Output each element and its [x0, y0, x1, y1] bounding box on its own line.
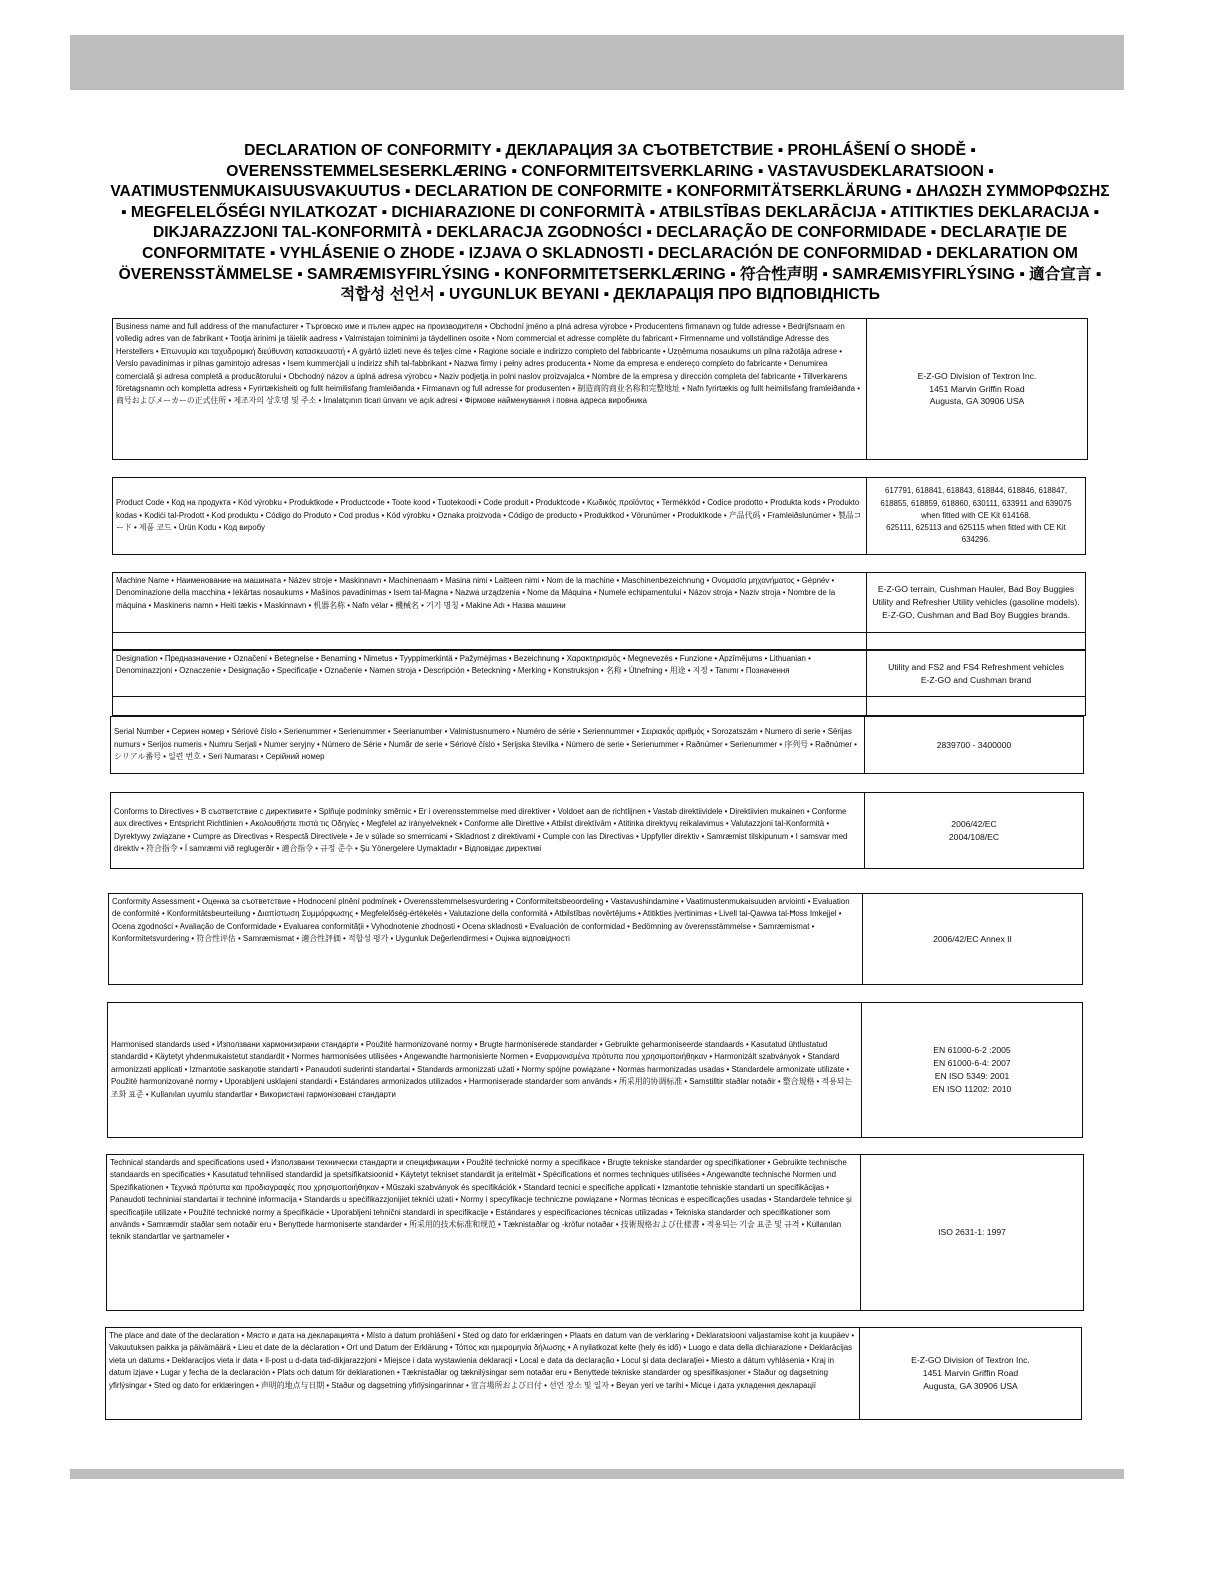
- row-label: Business name and full address of the manufacturer • Търговско име и пълен адрес на производителя • Obchodní jméno a plná adresa výrobce • Producentens firmanavn og fulde adresse • Bedrijfsnaam en volledig adres van de fabrikant • Tootja ärinimi ja täielik aadress • Valmistajan toiminimi ja täydellinen osoite • Nom commercial et adresse complète du fabricant • Firmenname und vollständige Adresse des Herstellers • Επωνυμία και ταχυδρομική διεύθυνση κατασκευαστή • A gyártó üzleti neve és teljes címe • Ragione sociale e indirizzo completo del fabbricante • Uzņēmuma nosaukums un pilna ražotāja adrese • Verslo pavadinimas ir pilnas gamintojo adresas • Isem kummerċjali u indirizz sħiħ tal-fabbrikant • Nazwa firmy i pełny adres producenta • Nome da empresa e endereço completo do fabricante • Denumirea comercială şi adresa completă a producătorului • Obchodný názov a úplná adresa výrobcu • Naziv podjetja in polni naslov proizvajalca • Nombre de la empresa y dirección completa del fabricante • Tillverkarens företagsnamn och kompletta adress • Fyrirtækisheiti og fullt heimilisfang framleiðanda • Firmanavn og full adresse for produsenten • 制造商的商业名称和完整地址 • Nafn fyrirtækis og fullt heimilisfang framleiðanda • 商号およびメーカーの正式住所 • 제조자의 상호명 및 주소 • İmalatçının ticari ünvanı ve açık adresi • Фірмове найменування і повна адреса виробника: [113, 319, 867, 459]
- table-row-place-date: [105, 1327, 1082, 1420]
- row-value: 2006/42/EC Annex II: [933, 933, 1012, 944]
- table-row-manufacturer: [112, 318, 1088, 460]
- row-label: The place and date of the declaration • Място и дата на декларацията • Místo a datum prohlášení • Sted og dato for erklæringen • Plaats en datum van de verklaring • Deklaratsiooni valjastamise koht ja kuupäev • Vakuutuksen paikka ja päivämäärä • Lieu et date de la déclaration • Ort und Datum der Erklärung • Τόπος και ημερομηνία δήλωσης • A nyilatkozat kelte (hely és idő) • Luogo e data della dichiarazione • Deklarācijas vieta un datums • Deklaracijos vieta ir data • Il-post u d-data tad-dikjarazzjoni • Miejsce i data wystawienia deklaracji • Local e data da declaração • Locul şi data declaraţiei • Miesto a dátum vyhlásenia • Kraj in datum izjave • Lugar y fecha de la declaración • Plats och datum för deklarationen • Tæknistaðlar og tæknilýsingar sem notaðar eru • Benyttede tekniske standarder og spesifikasjoner • Staður og dagsetning yfirlýsingar • Sted og dato for erklæringen • 声明的地点与日期 • Staður og dagsetning yfirlýsingarinnar • 宣言場所および日付 • 선언 장소 및 일자 • Beyan yeri ve tarihi • Місце і дата укладення декларації: [106, 1328, 860, 1419]
- row-value: E-Z-GO Division of Textron Inc. 1451 Marvin Griffin Road Augusta, GA 30906 USA: [911, 1355, 1030, 1391]
- table-row-product-code: [112, 477, 1086, 555]
- footer-bar: [70, 1469, 1124, 1479]
- table-spacer-row: [112, 697, 1086, 716]
- table-row-machine-name: [112, 572, 1086, 633]
- row-label: Product Code • Код на продукта • Kód výrobku • Produktkode • Productcode • Toote kood • Tuotekoodi • Code produit • Produktcode • Κωδικός προϊόντος • Termékkód • Codice prodotto • Produkta kods • Produkto kodas • Kodiċi tal-Prodott • Kod produktu • Código do Produto • Cod produs • Kód výrobku • Oznaka proizvoda • Código de producto • Produktkod • Vörunúmer • Produktkode • 产品代码 • Framleiðslunúmer • 製品コード • 제품 코드 • Ürün Kodu • Код виробу: [113, 478, 867, 554]
- row-value: E-Z-GO terrain, Cushman Hauler, Bad Boy Buggies Utility and Refresher Utility vehicles (gasoline models). E-Z-GO, Cushman and Bad Boy Buggies brands.: [872, 584, 1080, 620]
- row-label: Conforms to Directives • В съответствие с директивите • Splňuje podmínky směrnic • Er i overensstemmelse med direktiver • Voldoet aan de richtlijnen • Vastab direktiividele • Direktiivien mukainen • Conforme aux directives • Entspricht Richtlinien • Ακολουθήστε πιστά τις Οδηγίες • Megfelel az irányelveknek • Conforme alle Direttive • Atbilst direktīvām • Atitinka direktyvų reikalavimus • Valutazzjoni tal-Konformità • Dyrektywy związane • Cumpre as Directivas • Respectă Directivele • Je v súlade so smernicami • Skladnost z direktivami • Cumple con las Directivas • Uppfyller direktiv • Samræmist tilskipunum • I samsvar med direktiv • 符合指令 • Í samræmi við reglugerðir • 適合指令 • 규정 준수 • Şu Yönergelere Uymaktadır • Відповідає директиві: [111, 793, 865, 868]
- row-value: ISO 2631-1: 1997: [938, 1227, 1006, 1238]
- row-value: 2006/42/EC 2004/108/EC: [948, 818, 1000, 842]
- table-row-serial-number: [110, 716, 1084, 774]
- row-label: Conformity Assessment • Оценка за съответствие • Hodnocení plnění podmínek • Overensstemmelsesvurdering • Conformiteitsbeoordeling • Vastavushindamine • Vaatimustenmukaisuuden arviointi • Evaluation de conformité • Konformitätsbeurteilung • Διαπίστωση Συμμόρφωσης • Megfelelőség-értékelés • Valutazione della conformità • Atbilstības novērtējums • Atitikties įvertinimas • Livell tal-Qawwa tal-Ħoss Imkejjel • Ocena zgodności • Avaliação de Conformidade • Evaluarea conformităţii • Vyhodnotenie zhodnosti • Ocena skladnosti • Evaluación de conformidad • Bedömning av överensstämmelse • Samræmismat • Konformitetsvurdering • 符合性评估 • Samræmismat • 適合性評価 • 적합성 평가 • Uygunluk Değerlendirmesi • Оцінка відповідності: [109, 894, 863, 984]
- table-row-designation: [112, 650, 1086, 697]
- table-spacer-row: [112, 633, 1086, 650]
- page-title: DECLARATION OF CONFORMITY ▪ ДЕКЛАРАЦИЯ ЗА СЪОТВЕТСТВИЕ ▪ PROHLÁŠENÍ O SHODĚ ▪ OVERENSSTEMMELSESERKLÆRING ▪ CONFORMITEITSVERKLARING ▪ VASTAVUSDEKLARATSIOON ▪ VAATIMUSTENMUKAISUUSVAKUUTUS ▪ DECLARATION DE CONFORMITE ▪ KONFORMITÄTSERKLÄRUNG ▪ ΔΗΛΩΣΗ ΣΥΜΜΟΡΦΩΣΗΣ ▪ MEGFELELŐSÉGI NYILATKOZAT ▪ DICHIARAZIONE DI CONFORMITÀ ▪ ATBILSTĪBAS DEKLARĀCIJA ▪ ATITIKTIES DEKLARACIJA ▪ DIKJARAZZJONI TAL-KONFORMITÀ ▪ DEKLARACJA ZGODNOŚCI ▪ DECLARAÇÃO DE CONFORMIDADE ▪ DECLARAŢIE DE CONFORMITATE ▪ VYHLÁSENIE O ZHODE ▪ IZJAVA O SKLADNOSTI ▪ DECLARACIÓN DE CONFORMIDAD ▪ DEKLARATION OM ÖVERENSSTÄMMELSE ▪ SAMRÆMISYFIRLÝSING ▪ KONFORMITETSERKLÆRING ▪ 符合性声明 ▪ SAMRÆMISYFIRLÝSING ▪ 適合宣言 ▪ 적합성 선언서 ▪ UYGUNLUK BEYANI ▪ ДЕКЛАРАЦІЯ ПРО ВІДПОВІДНІСТЬ: [110, 142, 1110, 304]
- row-label: Harmonised standards used • Използвани хармонизирани стандарти • Použité harmonizované normy • Brugte harmoniserede standarder • Gebruikte geharmoniseerde standaards • Kasutatud ühtlustatud standardid • Käytetyt yhdenmukaistetut standardit • Normes harmonisées utilisées • Angewandte harmonisierte Normen • Εναρμονισμένα πρότυπα που χρησιμοποιήθηκαν • Harmonizált szabványok • Standard armonizzati applicati • Izmantotie saskaņotie standarti • Panaudoti suderinti standartai • Standards armonizzati użati • Normy spójne powiązane • Normas harmonizadas usadas • Standardele armonizate utilizate • Použité harmonizované normy • Uporabljeni usklajeni standardi • Estándares armonizados utilizados • Harmoniserade standarder som används • 所采用的协调标准 • Samstilltir staðlar notaðir • 整合規格 • 적용되는 조화 표준 • Kullanılan uyumlu standartlar • Використані гармонізовані стандарти: [108, 1003, 862, 1137]
- row-value: 617791, 618841, 618843, 618844, 618846, 618847, 618855, 618859, 618860, 630111, 633911 and 639075 when fitted with CE Kit 614168. 625111, 625113 and 625115 when fitted with CE Kit 634296.: [880, 486, 1072, 545]
- row-value: E-Z-GO Division of Textron Inc. 1451 Marvin Griffin Road Augusta, GA 30906 USA: [917, 370, 1037, 407]
- row-label: Serial Number • Сериен номер • Sériové číslo • Serienummer • Serienummer • Seerianumber • Valmistusnumero • Numéro de série • Seriennummer • Σειριακός αριθμός • Sorozatszám • Numero di serie • Sērijas numurs • Serijos numeris • Numru Serjali • Numer seryjny • Número de Série • Număr de serie • Sériové číslo • Serijska številka • Número de serie • Serienummer • Raðnúmer • Serienummer • 序列号 • Raðnúmer • シリアル番号 • 일련 번호 • Seri Numarası • Серійний номер: [111, 717, 865, 773]
- table-row-technical-standards: [106, 1154, 1084, 1311]
- row-label: Designation • Предназначение • Označení • Betegnelse • Benaming • Nimetus • Tyyppimerkintä • Pažymėjimas • Bezeichnung • Χαρακτηρισμός • Megnevezés • Funzione • Apzīmējums • Lithuanian • Denominazzjoni • Oznaczenie • Designação • Specificaţie • Označenie • Namen stroja • Descripción • Beteckning • Merking • Konstruksjon • 名称 • Útnefning • 用途 • 지정 • Tanımı • Позначення: [113, 651, 867, 696]
- row-label: Technical standards and specifications used • Използвани технически стандарти и спецификации • Použité technické normy a specifikace • Brugte tekniske standarder og specifikationer • Gebruikte technische standaards en specificaties • Kasutatud tehnilised standardid ja spetsifikatsioonid • Käytetyt tekniset standardit ja eritelmät • Spécifications et normes techniques utilisées • Angewandte technische Normen und Spezifikationen • Τεχνικά πρότυπα και προδιαγραφές που χρησιμοποιήθηκαν • Műszaki szabványok és specifikációk • Standard tecnici e specifiche applicati • Izmantotie tehniskie standarti un specifikācijas • Panaudoti techniniai standartai ir techninė informacija • Standards u speċifikazzjonijiet tekniċi użati • Normy i specyfikacje techniczne powiązane • Normas técnicas e especificações usadas • Standardele tehnice şi specificaţiile utilizate • Použité technické normy a špecifikácie • Uporabljeni tehnični standardi in specifikacije • Estándares y especificaciones técnicas utilizadas • Tekniska standarder och specifikationer som används • Samræmdir staðlar sem notaðir eru • Benyttede harmoniserte standarder • 所采用的技术标准和规范 • Tæknistaðlar og -kröfur notaðar • 技術規格および仕様書 • 적용되는 기술 표준 및 규격 • Kullanılan teknik standartlar ve şartnameler •: [107, 1155, 861, 1310]
- table-row-directives: [110, 792, 1084, 869]
- row-label: Machine Name • Наименование на машината • Název stroje • Maskinnavn • Machinenaam • Masina nimi • Laitteen nimi • Nom de la machine • Maschinenbezeichnung • Ονομασία μηχανήματος • Gépnév • Denominazione della macchina • Iekārtas nosaukums • Mašinos pavadinimas • Isem tal-Magna • Nazwa urządzenia • Nome da Máquina • Numele echipamentului • Názov stroja • Naziv stroja • Nombre de la máquina • Maskinens namn • Heiti tækis • Maskinnavn • 机器名称 • Nafn vélar • 機械名 • 기기 명칭 • Makine Adı • Назва машини: [113, 573, 867, 632]
- table-row-harmonised-standards: [107, 1002, 1083, 1138]
- table-row-conformity-assessment: [108, 893, 1083, 985]
- row-value: 2839700 - 3400000: [936, 739, 1012, 750]
- row-value: Utility and FS2 and FS4 Refreshment vehicles E-Z-GO and Cushman brand: [888, 661, 1064, 685]
- header-bar: [70, 35, 1124, 90]
- row-value: EN 61000-6-2 :2005 EN 61000-6-4: 2007 EN ISO 5349: 2001 EN ISO 11202: 2010: [932, 1045, 1012, 1094]
